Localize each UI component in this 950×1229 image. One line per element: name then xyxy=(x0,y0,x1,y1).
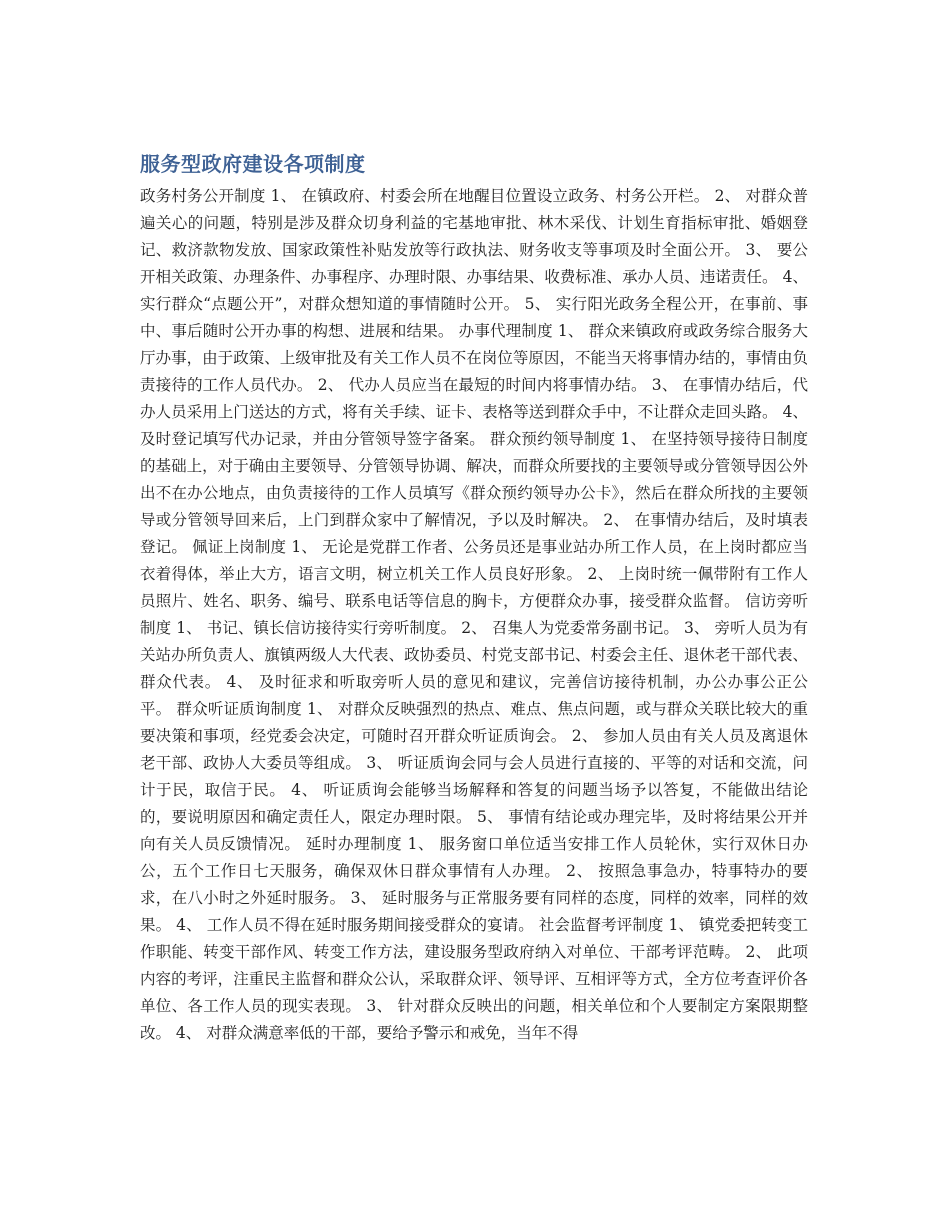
document-title: 服务型政府建设各项制度 xyxy=(140,152,366,176)
document-body-text: 政务村务公开制度 1、 在镇政府、村委会所在地醒目位置设立政务、村务公开栏。 2、 对群众普遍关心的问题，特别是涉及群众切身利益的宅基地审批、林木采伐、计划生育指标审批、婚姻登记、救济款物发放、国家政策性补贴发放等行政执法、财务收支等事项及时全面公开。 3、 要公开相关政策、办理条件、办事程序、办理时限、办事结果、收费标准、承办人员、违诺责任。 4、 实行群众“点题公开”，对群众想知道的事情随时公开。 5、 实行阳光政务全程公开，在事前、事中、事后随时公开办事的构想、进展和结果。 办事代理制度 1、 群众来镇政府或政务综合服务大厅办事，由于政策、上级审批及有关工作人员不在岗位等原因，不能当天将事情办结的，事情由负责接待的工作人员代办。 2、 代办人员应当在最短的时间内将事情办结。 3、 在事情办结后，代办人员采用上门送达的方式，将有关手续、证卡、表格等送到群众手中，不让群众走回头路。 4、 及时登记填写代办记录，并由分管领导签字备案。 群众预约领导制度 1、 在坚持领导接待日制度的基础上，对于确由主要领导、分管领导协调、解决，而群众所要找的主要领导或分管领导因公外出不在办公地点，由负责接待的工作人员填写《群众预约领导办公卡》，然后在群众所找的主要领导或分管领导回来后，上门到群众家中了解情况，予以及时解决。 2、 在事情办结后，及时填表登记。 佩证上岗制度 1、 无论是党群工作者、公务员还是事业站办所工作人员，在上岗时都应当衣着得体，举止大方，语言文明，树立机关工作人员良好形象。 2、 上岗时统一佩带附有工作人员照片、姓名、职务、编号、联系电话等信息的胸卡，方便群众办事，接受群众监督。 信访旁听制度 1、 书记、镇长信访接待实行旁听制度。 2、 召集人为党委常务副书记。 3、 旁听人员为有关站办所负责人、旗镇两级人大代表、政协委员、村党支部书记、村委会主任、退休老干部代表、群众代表。 4、 及时征求和听取旁听人员的意见和建议，完善信访接待机制，办公办事公正公平。 群众听证质询制度 1、 对群众反映强烈的热点、难点、焦点问题，或与群众关联比较大的重要决策和事项，经党委会决定，可随时召开群众听证质询会。 2、 参加人员由有关人员及离退休老干部、政协人大委员等组成。 3、 听证质询会同与会人员进行直接的、平等的对话和交流，问计于民，取信于民。 4、 听证质询会能够当场解释和答复的问题当场予以答复，不能做出结论的，要说明原因和确定责任人，限定办理时限。 5、 事情有结论或办理完毕，及时将结果公开并向有关人员反馈情况。 延时办理制度 1、 服务窗口单位适当安排工作人员轮休，实行双休日办公，五个工作日七天服务，确保双休日群众事情有人办理。 2、 按照急事急办，特事特办的要求，在八小时之外延时服务。 3、 延时服务与正常服务要有同样的态度，同样的效率，同样的效果。 4、 工作人员不得在延时服务期间接受群众的宴请。 社会监督考评制度 1、 镇党委把转变工作职能、转变干部作风、转变工作方法，建设服务型政府纳入对单位、干部考评范畴。 2、 此项内容的考评，注重民主监督和群众公认，采取群众评、领导评、互相评等方式，全方位考查评价各单位、各工作人员的现实表现。 3、 针对群众反映出的问题，相关单位和个人要制定方案限期整改。 4、 对群众满意率低的干部，要给予警示和戒免，当年不得 xyxy=(140,187,808,1042)
